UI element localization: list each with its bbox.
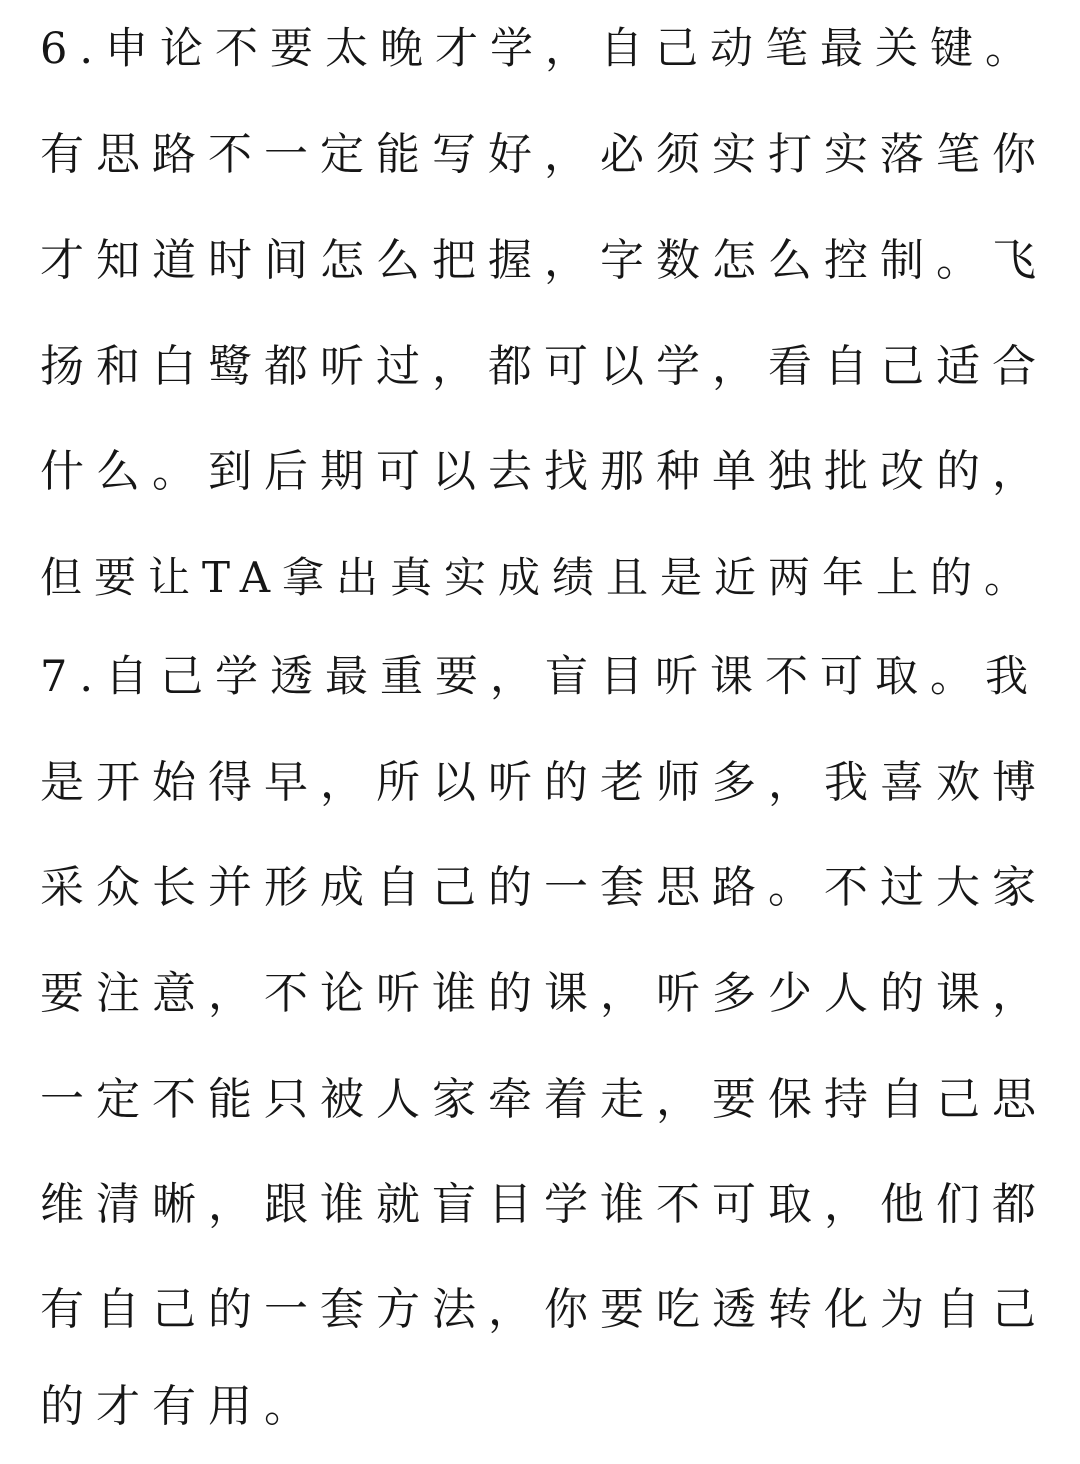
handwritten-note-page	[40, 0, 1050, 1464]
text-line: 一定不能只被人家牵着走，要保持自己思	[40, 1074, 1048, 1125]
text-line: 要注意，不论听谁的课，听多少人的课，	[40, 968, 1048, 1019]
text-line: 7.自己学透最重要，盲目听课不可取。我	[40, 652, 1041, 702]
text-line: 扬和白鹭都听过，都可以学，看自己适合	[40, 341, 1048, 392]
text-line: 有自己的一套方法，你要吃透转化为自己	[40, 1284, 1048, 1335]
text-line: 采众长并形成自己的一套思路。不过大家	[40, 862, 1048, 913]
text-line: 但要让TA拿出真实成绩且是近两年上的。	[40, 553, 1039, 602]
text-line: 的才有用。	[40, 1381, 320, 1432]
text-line: 维清晰，跟谁就盲目学谁不可取，他们都	[40, 1179, 1048, 1230]
text-line: 才知道时间怎么把握，字数怎么控制。飞	[40, 235, 1048, 286]
text-line: 什么。到后期可以去找那种单独批改的，	[40, 446, 1048, 497]
text-line: 是开始得早，所以听的老师多，我喜欢博	[40, 757, 1048, 808]
text-line: 有思路不一定能写好，必须实打实落笔你	[40, 129, 1048, 180]
text-line: 6.申论不要太晚才学，自己动笔最关键。	[40, 24, 1041, 74]
